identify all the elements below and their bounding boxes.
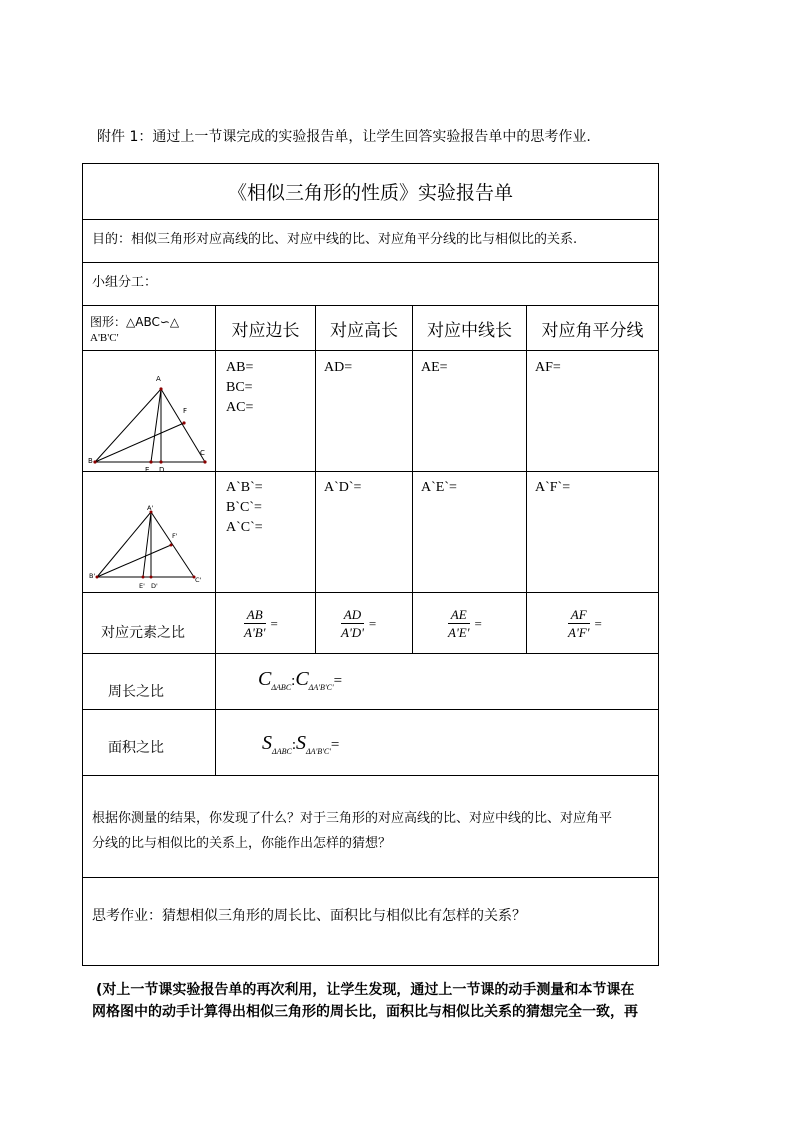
value-a1f1: A`F`= <box>535 480 571 495</box>
figure-label: 图形：△ABC∽△ <box>90 315 180 329</box>
header-height: 对应高长 <box>330 320 398 341</box>
value-bc: BC= <box>226 380 253 395</box>
fraction-side: $\frac{AB}{A'B'}$ = <box>244 607 278 640</box>
label-e-prime: E' <box>139 582 145 590</box>
purpose-text: 目的：相似三角形对应高线的比、对应中线的比、对应角平分线的比与相似比的关系. <box>92 232 578 247</box>
header-side: 对应边长 <box>231 320 300 341</box>
value-a1c1: A`C`= <box>226 520 263 535</box>
label-f: F <box>183 407 188 415</box>
perimeter-formula: $C_{\Delta ABC}:C_{\Delta A'B'C'}=$ <box>258 668 343 692</box>
value-a1d1: A`D`= <box>324 480 362 495</box>
area-label: 面积之比 <box>108 740 164 756</box>
label-a: A <box>156 375 161 383</box>
value-ab: AB= <box>226 360 254 375</box>
homework-text: 思考作业：猜想相似三角形的周长比、面积比与相似比有怎样的关系？ <box>92 908 526 924</box>
footer-line-2: 网格图中的动手计算得出相似三角形的周长比，面积比与相似比关系的猜想完全一致，再 <box>92 1004 638 1020</box>
fraction-height: $\frac{AD}{A'D'}$ = <box>341 607 377 640</box>
fraction-median: $\frac{AE}{A'E'}$ = <box>448 607 482 640</box>
label-c-prime: C' <box>195 576 202 584</box>
fraction-bisector: $\frac{AF}{A'F'}$ = <box>568 607 602 640</box>
intro-text: 附件 1：通过上一节课完成的实验报告单，让学生回答实验报告单中的思考作业. <box>97 129 591 145</box>
label-e: E <box>145 466 150 471</box>
label-f-prime: F' <box>172 532 178 540</box>
label-d: D <box>159 466 165 471</box>
perimeter-label: 周长之比 <box>108 684 164 700</box>
group-label: 小组分工： <box>92 275 158 290</box>
value-ae: AE= <box>421 360 448 375</box>
report-title: 《相似三角形的性质》实验报告单 <box>227 181 513 204</box>
side-values-similar <box>226 478 263 538</box>
value-ac: AC= <box>226 400 254 415</box>
label-b: B <box>88 457 93 465</box>
value-ad: AD= <box>324 360 353 375</box>
value-af: AF= <box>535 360 561 375</box>
ratio-label: 对应元素之比 <box>101 625 185 641</box>
label-a-prime: A' <box>147 504 154 512</box>
question-text: 根据你测量的结果，你发现了什么？对于三角形的对应高线的比、对应中线的比、对应角平 分线的比与相似比的关系上，你能作出怎样的猜想？ <box>92 811 613 851</box>
value-a1b1: A`B`= <box>226 480 263 495</box>
area-formula: $S_{\Delta ABC}:S_{\Delta A'B'C'}=$ <box>262 732 340 756</box>
value-a1e1: A`E`= <box>421 480 457 495</box>
footer-line-1: (对上一节课实验报告单的再次利用，让学生发现，通过上一节课的动手测量和本节课在 <box>96 982 635 998</box>
figure-label-line2: A'B'C' <box>90 332 119 344</box>
triangle-a1b1c1-figure <box>83 472 215 592</box>
side-values-original <box>226 358 253 418</box>
value-b1c1: B`C`= <box>226 500 262 515</box>
triangle-abc-figure <box>83 351 215 471</box>
header-median: 对应中线长 <box>427 320 512 341</box>
label-c: C <box>200 449 205 457</box>
label-d-prime: D' <box>151 582 158 590</box>
header-bisector: 对应角平分线 <box>541 320 644 341</box>
label-b-prime: B' <box>89 572 96 580</box>
